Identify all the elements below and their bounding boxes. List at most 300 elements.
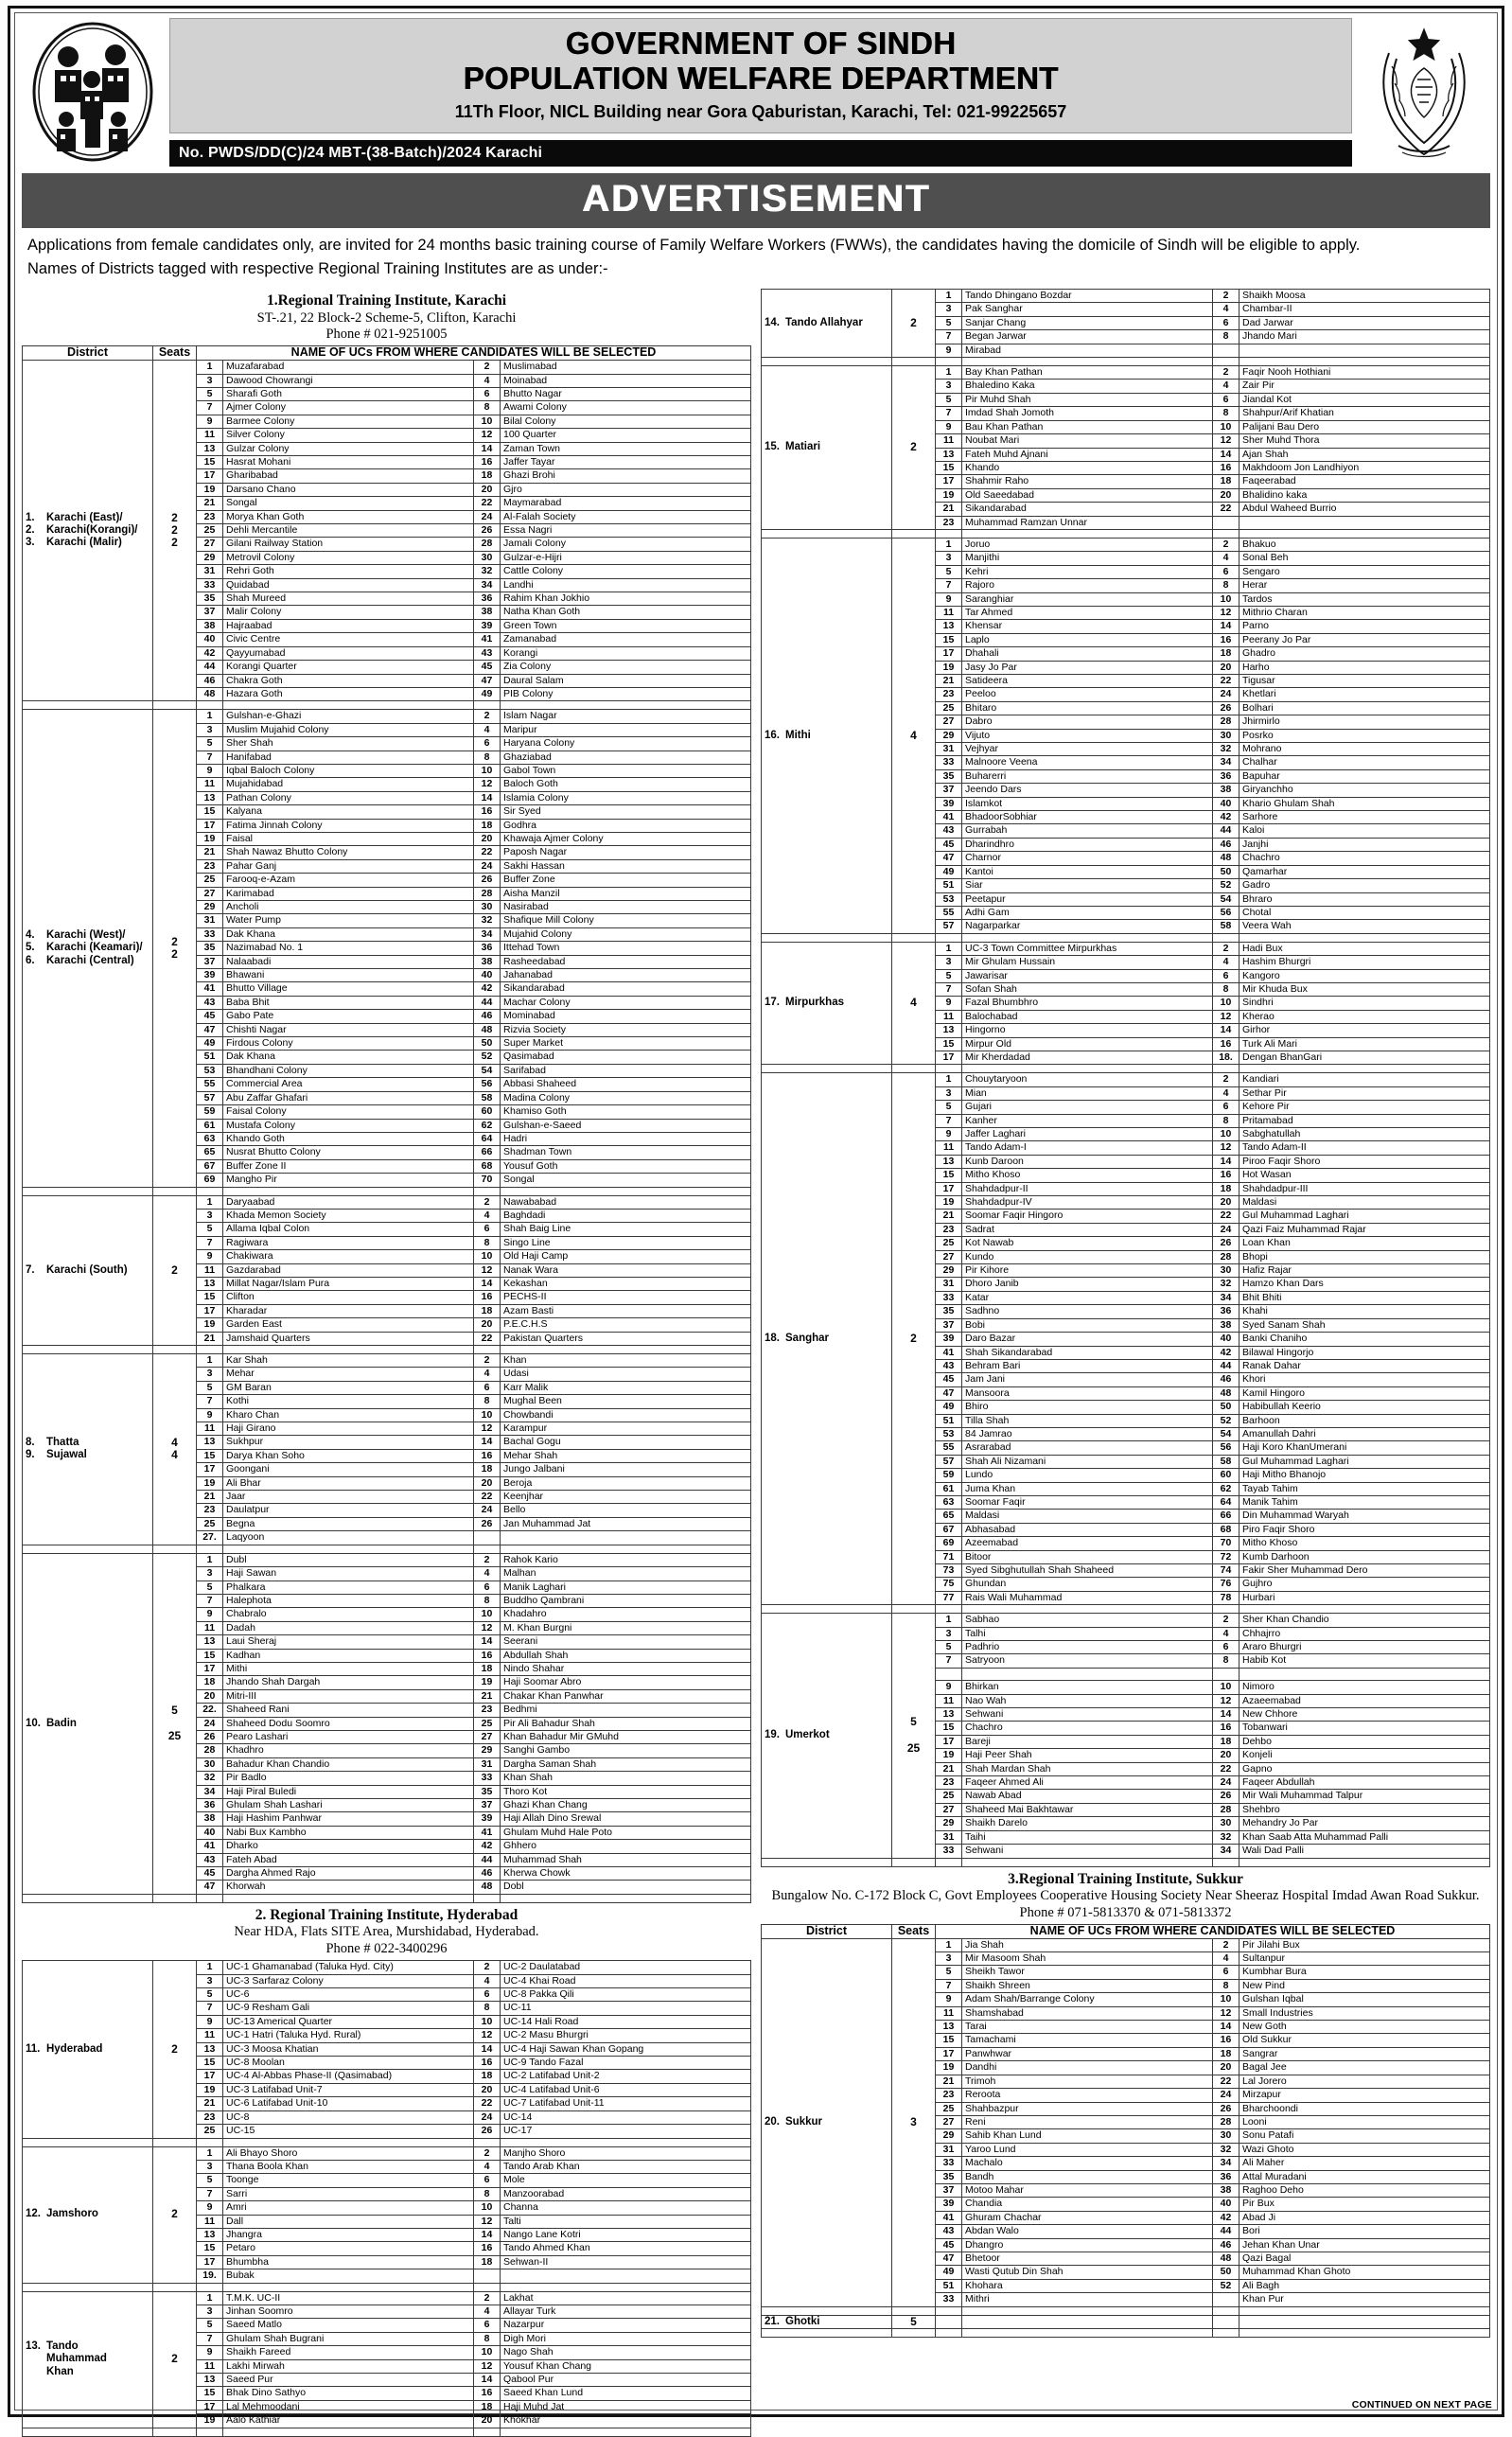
uc-name: Mole (501, 2174, 751, 2187)
uc-name: Mominabad (501, 1010, 751, 1023)
uc-name: Ali Bagh (1239, 2279, 1490, 2292)
uc-number: 30 (1213, 729, 1239, 742)
district-name: Tando (46, 2340, 79, 2352)
content-columns (22, 289, 1490, 2437)
uc-number: 4 (1213, 380, 1239, 393)
uc-name: Kehri (962, 565, 1213, 578)
uc-name: Lakhat (501, 2291, 751, 2305)
uc-name: Malnoore Veena (962, 756, 1213, 769)
uc-number: 43 (936, 1359, 962, 1372)
uc-name: Lundo (962, 1469, 1213, 1482)
uc-number: 48 (474, 1881, 501, 1894)
uc-name: Kangoro (1239, 969, 1490, 982)
uc-name: Bhutto Nagar (501, 387, 751, 400)
uc-name: Mian (962, 1086, 1213, 1100)
uc-name: Rizvia Society (501, 1023, 751, 1036)
uc-number: 28 (1213, 715, 1239, 729)
uc-name: Bedhmi (501, 1704, 751, 1717)
uc-name: Pir Badlo (223, 1772, 474, 1785)
uc-name: Nao Wah (962, 1694, 1213, 1707)
uc-number: 34 (1213, 1845, 1239, 1858)
uc-name: Shahbazpur (962, 2102, 1213, 2115)
uc-number: 27 (197, 887, 223, 900)
uc-name: Shahdadpur-II (962, 1182, 1213, 1195)
uc-name: Ranak Dahar (1239, 1359, 1490, 1372)
uc-name: Barmee Colony (223, 415, 474, 428)
uc-name: Garden East (223, 1318, 474, 1332)
uc-number: 1 (197, 361, 223, 374)
uc-number: 3 (936, 380, 962, 393)
uc-number: 55 (936, 1441, 962, 1455)
district-number: 2. (26, 524, 35, 537)
uc-number: 78 (1213, 1591, 1239, 1604)
uc-name: Lakhi Mirwah (223, 2359, 474, 2373)
seats-total: 25 (167, 1729, 182, 1743)
uc-name: Saeed Khan Lund (501, 2387, 751, 2400)
uc-number: 19 (936, 1196, 962, 1210)
uc-name: Ancholi (223, 901, 474, 914)
uc-number: 42 (1213, 811, 1239, 824)
uc-number: 76 (1213, 1578, 1239, 1591)
uc-name: Jan Muhammad Jat (501, 1517, 751, 1530)
uc-number: 25 (936, 1237, 962, 1250)
uc-name: Looni (1239, 2115, 1490, 2128)
uc-number: 1 (936, 1073, 962, 1086)
district-name: Karachi (East)/ (46, 511, 123, 523)
uc-name: Posrko (1239, 729, 1490, 742)
uc-name: Attal Muradani (1239, 2170, 1490, 2183)
seats-cell (153, 2291, 197, 2428)
uc-name: Kumbhar Bura (1239, 1966, 1490, 1979)
uc-name (501, 1531, 751, 1545)
uc-name: Daro Bazar (962, 1333, 1213, 1346)
uc-number: 1 (197, 710, 223, 723)
uc-name: Shah Sikandarabad (962, 1346, 1213, 1359)
uc-number: 11 (936, 1141, 962, 1155)
uc-name: Jawarisar (962, 969, 1213, 982)
uc-number: 4 (474, 1209, 501, 1222)
uc-name: Digh Mori (501, 2332, 751, 2345)
institute-phone: Phone # 071-5813370 & 071-5813372 (1019, 1904, 1232, 1920)
seats-cell (153, 1961, 197, 2138)
uc-number: 1 (936, 538, 962, 551)
uc-name: Hamzo Khan Dars (1239, 1278, 1490, 1291)
uc-number: 19 (474, 1676, 501, 1689)
uc-number: 52 (474, 1051, 501, 1064)
uc-number: 24 (474, 510, 501, 523)
uc-name: Buffer Zone (501, 874, 751, 887)
uc-name (1239, 2315, 1490, 2328)
uc-name: Adam Shah/Barrange Colony (962, 1993, 1213, 2006)
uc-name: Gurrabah (962, 824, 1213, 838)
uc-name: Gazdarabad (223, 1263, 474, 1277)
uc-number: 45 (936, 838, 962, 851)
uc-name: Civic Centre (223, 633, 474, 646)
uc-number: 29 (197, 551, 223, 564)
district-number: 18. (765, 1333, 780, 1345)
uc-number: 46 (474, 1010, 501, 1023)
uc-number: 20 (197, 1689, 223, 1703)
uc-number: 38 (197, 619, 223, 632)
uc-name: Maldasi (1239, 1196, 1490, 1210)
uc-name: Pir Ali Bahadur Shah (501, 1717, 751, 1730)
department-address: 11Th Floor, NICL Building near Gora Qaburistan, Karachi, Tel: 021-99225657 (454, 101, 1067, 121)
uc-number: 9 (197, 2201, 223, 2215)
uc-name: Hot Wasan (1239, 1169, 1490, 1182)
uc-number: 39 (936, 797, 962, 810)
uc-number: 15 (197, 456, 223, 469)
uc-name: Chachro (962, 1722, 1213, 1735)
uc-number: 48 (1213, 1386, 1239, 1400)
uc-name: Palijani Bau Dero (1239, 420, 1490, 433)
uc-number: 48 (197, 687, 223, 700)
district-name: Ghotki (785, 2315, 820, 2327)
uc-number: 46 (1213, 1373, 1239, 1386)
uc-number: 12 (474, 2359, 501, 2373)
uc-number: 12 (1213, 434, 1239, 448)
uc-name: Bapuhar (1239, 769, 1490, 783)
uc-name: Cattle Colony (501, 565, 751, 578)
uc-number: 37 (936, 2183, 962, 2197)
uc-name: Haji Peer Shah (962, 1749, 1213, 1762)
uc-name: Sonal Beh (1239, 552, 1490, 565)
uc-number: 25 (197, 874, 223, 887)
uc-name: Haji Hashim Panhwar (223, 1812, 474, 1826)
uc-name: Toonge (223, 2174, 474, 2187)
uc-number: 21 (936, 675, 962, 688)
uc-name: Chandia (962, 2198, 1213, 2211)
uc-name: Udasi (501, 1368, 751, 1381)
uc-number: 8 (474, 401, 501, 415)
uc-name: UC-8 (223, 2110, 474, 2124)
row-spacer (762, 1065, 1490, 1073)
institute-heading (22, 1907, 751, 1957)
uc-name: Gujari (962, 1101, 1213, 1114)
uc-number: 11 (197, 2359, 223, 2373)
uc-name: Karampur (501, 1422, 751, 1436)
uc-number: 3 (936, 1952, 962, 1966)
uc-number: 35 (936, 1305, 962, 1318)
table-row (23, 1553, 751, 1566)
seats-total: 25 (906, 1740, 921, 1755)
uc-name: Dabro (962, 715, 1213, 729)
uc-name: Gapno (1239, 1762, 1490, 1775)
uc-name: Veera Wah (1239, 920, 1490, 933)
uc-number: 13 (197, 1635, 223, 1649)
uc-number: 64 (1213, 1495, 1239, 1509)
uc-number: 57 (197, 1091, 223, 1104)
uc-number: 37 (197, 606, 223, 619)
uc-number: 39 (936, 1333, 962, 1346)
uc-name: Nango Lane Kotri (501, 2228, 751, 2241)
uc-number: 68 (1213, 1523, 1239, 1536)
uc-name: Chouytaryoon (962, 1073, 1213, 1086)
uc-name: Dadah (223, 1621, 474, 1634)
uc-number: 39 (474, 1812, 501, 1826)
uc-name: Haji Sawan (223, 1567, 474, 1581)
row-spacer (762, 2306, 1490, 2315)
uc-name: Mirpur Old (962, 1037, 1213, 1051)
district-name: Karachi (Keamari)/ (46, 942, 143, 954)
uc-name: Hajraabad (223, 619, 474, 632)
uc-number: 8 (474, 1395, 501, 1408)
uc-number: 18 (474, 1304, 501, 1317)
uc-name: UC-4 Al-Abbas Phase-II (Qasimabad) (223, 2070, 474, 2083)
uc-name: Chakiwara (223, 1250, 474, 1263)
uc-name: Malhan (501, 1567, 751, 1581)
uc-number: 16 (1213, 2034, 1239, 2047)
uc-number: 2 (1213, 942, 1239, 955)
uc-number: 6 (1213, 1641, 1239, 1654)
uc-name (962, 1668, 1213, 1680)
title-box (169, 18, 1352, 133)
uc-name: Tarai (962, 2021, 1213, 2034)
district-name: Sanghar (785, 1333, 830, 1345)
uc-number: 42 (197, 646, 223, 660)
document-header (22, 18, 1490, 167)
uc-number: 44 (1213, 2225, 1239, 2238)
institute-title: 2. Regional Training Institute, Hyderabad (255, 1906, 519, 1923)
uc-name: Islamkot (962, 797, 1213, 810)
uc-name: Goongani (223, 1463, 474, 1476)
uc-name: Khario Ghulam Shah (1239, 797, 1490, 810)
uc-number: 6 (1213, 565, 1239, 578)
institute-heading (22, 292, 751, 343)
uc-name: Hazara Goth (223, 687, 474, 700)
uc-number: 40 (197, 633, 223, 646)
uc-number: 6 (474, 1988, 501, 2002)
uc-number: 65 (197, 1146, 223, 1159)
uc-name: Jhando Shah Dargah (223, 1676, 474, 1689)
uc-name: Zaman Town (501, 442, 751, 455)
uc-name: Sheikh Tawor (962, 1966, 1213, 1979)
uc-name: Sakhi Hassan (501, 859, 751, 873)
uc-number: 8 (474, 2332, 501, 2345)
uc-number: 33 (936, 756, 962, 769)
uc-name: Hasrat Mohani (223, 456, 474, 469)
uc-name: Sofan Shah (962, 982, 1213, 996)
uc-number: 22 (474, 1491, 501, 1504)
uc-name: Dak Khana (223, 927, 474, 941)
uc-number: 9 (936, 344, 962, 357)
uc-number: 43 (474, 646, 501, 660)
uc-name: Qazi Faiz Muhammad Rajar (1239, 1223, 1490, 1236)
uc-number: 4 (474, 2160, 501, 2173)
uc-number: 8 (1213, 1114, 1239, 1127)
institute-heading (761, 1871, 1490, 1921)
page-inner-border (14, 12, 1498, 2427)
district-name: Hyderabad (46, 2042, 103, 2055)
uc-name: Fatima Jinnah Colony (223, 819, 474, 832)
uc-name: Jeendo Dars (962, 784, 1213, 797)
uc-name: Abbasi Shaheed (501, 1078, 751, 1091)
uc-number: 7 (197, 1236, 223, 1249)
uc-number: 16 (1213, 633, 1239, 646)
uc-number: 32 (197, 1772, 223, 1785)
uc-number: 34 (1213, 2157, 1239, 2170)
uc-number: 33 (474, 1772, 501, 1785)
uc-number: 9 (936, 1993, 962, 2006)
table-header-row (23, 346, 751, 361)
uc-number: 22 (474, 2097, 501, 2110)
uc-name: Nalaabadi (223, 955, 474, 968)
uc-number: 21 (197, 1491, 223, 1504)
seat-count: 5 (171, 1703, 178, 1717)
uc-number: 49 (936, 865, 962, 878)
uc-number: 24 (474, 859, 501, 873)
intro-text-block (22, 228, 1490, 285)
uc-number: 46 (1213, 2238, 1239, 2252)
uc-name: Dhoro Janib (962, 1278, 1213, 1291)
district-number: 4. (26, 928, 35, 941)
family-welfare-crest-icon (22, 18, 164, 167)
uc-name: Shahdadpur-III (1239, 1182, 1490, 1195)
uc-name: Paposh Nagar (501, 846, 751, 859)
seat-count: 2 (171, 2352, 178, 2366)
uc-number: 38 (1213, 784, 1239, 797)
uc-name: Commercial Area (223, 1078, 474, 1091)
uc-number: 11 (197, 1422, 223, 1436)
uc-name: Banki Chaniho (1239, 1333, 1490, 1346)
uc-name: Kherwa Chowk (501, 1867, 751, 1881)
uc-name: Landhi (501, 578, 751, 592)
uc-name: Hashim Bhurgri (1239, 956, 1490, 969)
uc-name: Taihi (962, 1830, 1213, 1844)
uc-number: 15 (197, 2242, 223, 2255)
uc-number: 1 (197, 1354, 223, 1368)
uc-name: Khokhar (501, 2414, 751, 2428)
uc-number: 13 (197, 442, 223, 455)
uc-name: Gabo Pate (223, 1010, 474, 1023)
row-spacer (23, 2138, 751, 2146)
uc-name: Azaeemabad (1239, 1694, 1490, 1707)
uc-number: 17 (936, 1182, 962, 1195)
uc-number: 41 (936, 2211, 962, 2224)
uc-number: 1 (197, 1553, 223, 1566)
uc-number: 53 (197, 1064, 223, 1077)
district-name: Sujawal (46, 1449, 87, 1461)
uc-number: 9 (197, 1608, 223, 1621)
header-title-block (169, 18, 1352, 167)
uc-number: 10 (474, 1250, 501, 1263)
government-title: GOVERNMENT OF SINDH (565, 26, 957, 61)
uc-name: Darya Khan Soho (223, 1449, 474, 1462)
uc-number: 8 (1213, 982, 1239, 996)
uc-number: 25 (936, 1790, 962, 1803)
uc-number: 4 (1213, 1627, 1239, 1640)
uc-number: 5 (936, 565, 962, 578)
uc-name: Laqyoon (223, 1531, 474, 1545)
uc-number: 54 (1213, 1427, 1239, 1440)
uc-number: 17 (197, 469, 223, 483)
uc-number: 40 (1213, 797, 1239, 810)
uc-number: 28 (1213, 1250, 1239, 1263)
uc-number: 24 (474, 2110, 501, 2124)
uc-number: 16 (474, 805, 501, 819)
uc-number: 41 (197, 982, 223, 996)
district-number: 11. (26, 2042, 41, 2055)
uc-number: 11 (197, 2029, 223, 2042)
uc-name: Zia Colony (501, 661, 751, 674)
uc-name: Chakar Khan Panwhar (501, 1689, 751, 1703)
uc-name: Jhando Mari (1239, 330, 1490, 344)
table-row (762, 1073, 1490, 1086)
district-name: Mithi (785, 729, 811, 741)
seats-cell (153, 1553, 197, 1894)
uc-number: 36 (1213, 1305, 1239, 1318)
uc-name: Daural Salam (501, 674, 751, 687)
uc-name: Bareji (962, 1735, 1213, 1748)
uc-name: Nago Shah (501, 2346, 751, 2359)
table-row (762, 290, 1490, 303)
uc-number: 21 (936, 503, 962, 516)
uc-number: 2 (474, 2291, 501, 2305)
district-number: 5. (26, 942, 35, 954)
uc-name: Buffer Zone II (223, 1159, 474, 1173)
uc-name: Tando Ahmed Khan (501, 2242, 751, 2255)
uc-number: 58 (1213, 1455, 1239, 1468)
uc-number: 37 (474, 1799, 501, 1812)
uc-name: Balochabad (962, 1010, 1213, 1023)
uc-number: 3 (197, 1209, 223, 1222)
uc-number: 42 (474, 1840, 501, 1853)
uc-name: Asrarabad (962, 1441, 1213, 1455)
district-number (26, 2353, 42, 2365)
uc-number: 18 (1213, 647, 1239, 661)
uc-number: 14 (1213, 620, 1239, 633)
uc-name: Mehandry Jo Par (1239, 1817, 1490, 1830)
uc-number: 10 (474, 764, 501, 777)
uc-number: 11 (197, 1621, 223, 1634)
uc-name: Pearo Lashari (223, 1730, 474, 1743)
uc-name: Lal Jorero (1239, 2075, 1490, 2088)
uc-number: 22 (1213, 503, 1239, 516)
uc-number: 5 (936, 969, 962, 982)
uc-number: 14 (1213, 2021, 1239, 2034)
uc-name: Mir Ghulam Hussain (962, 956, 1213, 969)
uc-number: 32 (1213, 1278, 1239, 1291)
uc-number: 14 (474, 1635, 501, 1649)
uc-name: Khando Goth (223, 1132, 474, 1145)
uc-number: 15 (936, 2034, 962, 2047)
uc-number: 12 (1213, 606, 1239, 619)
uc-name: Turk Ali Mari (1239, 1037, 1490, 1051)
uc-number: 12 (474, 429, 501, 442)
uc-name: Bahadur Khan Chandio (223, 1757, 474, 1771)
uc-name: Madina Colony (501, 1091, 751, 1104)
uc-name: UC-1 Ghamanabad (Taluka Hyd. City) (223, 1961, 474, 1974)
uc-number: 17 (197, 1463, 223, 1476)
uc-number: 2 (474, 1195, 501, 1209)
uc-name: Khori (1239, 1373, 1490, 1386)
uc-name: Abdul Waheed Burrio (1239, 503, 1490, 516)
uc-number: 12 (474, 778, 501, 791)
uc-name: Khada Memon Society (223, 1209, 474, 1222)
reference-number: No. PWDS/DD(C)/24 MBT-(38-Batch)/2024 Karachi (169, 140, 1352, 167)
uc-name: Kamil Hingoro (1239, 1386, 1490, 1400)
uc-name: UC-2 Latifabad Unit-2 (501, 2070, 751, 2083)
uc-name: Baloch Goth (501, 778, 751, 791)
uc-number: 66 (1213, 1510, 1239, 1523)
uc-name: Thoro Kot (501, 1785, 751, 1798)
uc-name: Songal (501, 1174, 751, 1187)
uc-name: Sehwani (962, 1845, 1213, 1858)
uc-name: Firdous Colony (223, 1037, 474, 1051)
district-number: 12. (26, 2208, 41, 2220)
district-cell (23, 1354, 153, 1545)
uc-name: Buharerri (962, 769, 1213, 783)
uc-number: 12 (1213, 2006, 1239, 2020)
